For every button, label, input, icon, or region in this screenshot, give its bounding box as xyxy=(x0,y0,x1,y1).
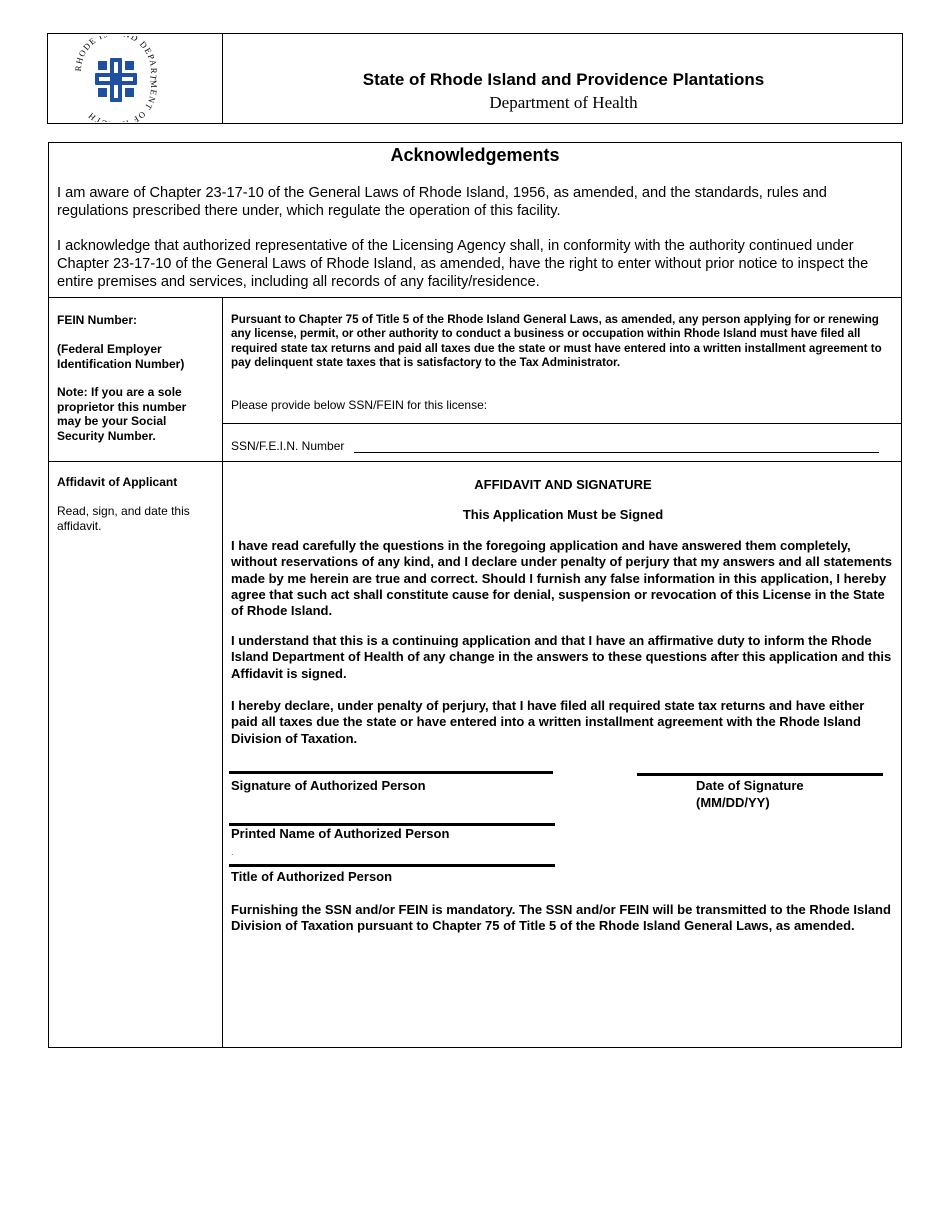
provide-ssn-instruction: Please provide below SSN/FEIN for this license: xyxy=(231,398,488,412)
printed-name-input[interactable]: . xyxy=(231,847,234,857)
affidavit-instruction: Read, sign, and date this affidavit. xyxy=(57,504,190,533)
logo-text: RHODE D DEPARTMENT OF TH xyxy=(72,36,160,122)
affidavit-heading: AFFIDAVIT AND SIGNATURE xyxy=(474,477,652,492)
ssn-fein-label: SSN/F.E.I.N. Number xyxy=(231,439,345,453)
affidavit-subheading: This Application Must be Signed xyxy=(462,507,664,522)
affidavit-paragraph-1: I have read carefully the questions in the foregoing application and have answered them completely, without reservations of any kind, and I declare under penalty of perjury that my answers and all statements made by me herein are true and correct. Should I furnish any false information in this application, I hereby agree that such act shall constitute cause for denial, suspension or revocation of this License in the State of Rhode Island. xyxy=(231,538,893,619)
acknowledgement-paragraph-2: I acknowledge that authorized representative of the Licensing Agency shall, in conformity with the authority continued under Chapter 23-17-10 of the General Laws of Rhode Island, as amended, have the right to enter without prior notice to inspect the entire premises and services, including all records of any facility/residence. xyxy=(57,238,869,290)
title-label: Title of Authorized Person xyxy=(231,869,393,884)
acknowledgement-paragraph-1: I am aware of Chapter 23-17-10 of the General Laws of Rhode Island, 1956, as amended, and the standards, rules and regulations prescribed there under, which regulate the operation of this facility. xyxy=(57,185,827,219)
mandatory-ssn-notice: Furnishing the SSN and/or FEIN is mandatory. The SSN and/or FEIN will be transmitted to the Rhode Island Division of Taxation pursuant to Chapter 75 of Title 5 of the Rhode Island General Laws, as amended. xyxy=(231,902,891,934)
signature-line[interactable] xyxy=(229,771,553,774)
fein-note: Note: If you are a sole proprietor this number may be your Social Security Number. xyxy=(57,385,187,443)
seal-icon xyxy=(62,36,170,122)
printed-name-label: Printed Name of Authorized Person xyxy=(231,826,450,841)
affidavit-paragraph-3: I hereby declare, under penalty of perjury, that I have filed all required state tax returns and have either paid all taxes due the state or have entered into a written installment agreement with the Rhode Island Division of Taxation. xyxy=(231,698,865,746)
date-of-signature-label: Date of Signature xyxy=(696,778,804,793)
affidavit-label: Affidavit of Applicant xyxy=(57,475,178,489)
ssn-row-divider xyxy=(223,423,902,424)
date-of-signature-line[interactable] xyxy=(637,773,883,776)
section-divider xyxy=(48,297,902,298)
signature-label: Signature of Authorized Person xyxy=(231,778,426,793)
title-line[interactable] xyxy=(229,864,555,867)
date-format-hint: (MM/DD/YY) xyxy=(696,795,770,810)
page-title: State of Rhode Island and Providence Plantations xyxy=(362,70,765,89)
header-divider xyxy=(222,33,223,124)
section-divider xyxy=(48,461,902,462)
department-logo xyxy=(62,36,170,122)
page-subtitle: Department of Health xyxy=(489,93,638,112)
column-divider xyxy=(222,297,223,1048)
fein-label: FEIN Number: xyxy=(57,313,138,327)
tax-compliance-notice: Pursuant to Chapter 75 of Title 5 of the Rhode Island General Laws, as amended, any person applying for or renewing any license, permit, or other authority to conduct a business or occupation within Rhode Island must have filed all required state tax returns and paid all taxes due the state or must have entered into a written installment agreement to pay delinquent state taxes that is satisfactory to the Tax Administrator. xyxy=(231,313,882,369)
fein-sublabel: (Federal Employer Identification Number) xyxy=(57,342,185,371)
affidavit-paragraph-2: I understand that this is a continuing application and that I have an affirmative duty to inform the Rhode Island Department of Health of any change in the answers to these questions after this application and this Affidavit is signed. xyxy=(231,633,892,681)
acknowledgements-heading: Acknowledgements xyxy=(390,145,560,165)
ssn-fein-input-line[interactable] xyxy=(354,452,879,453)
